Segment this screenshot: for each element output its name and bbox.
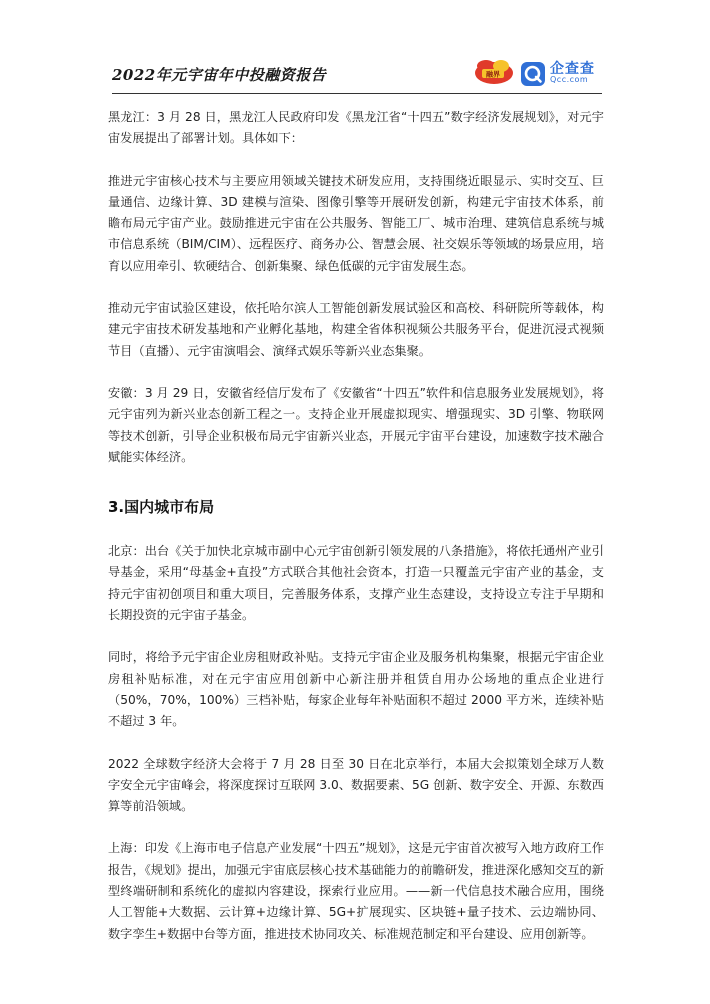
report-title: 2022年元宇宙年中投融资报告 xyxy=(112,66,327,84)
document-body xyxy=(108,107,604,966)
paragraph-heilongjiang-pilot: 推动元宇宙试验区建设，依托哈尔滨人工智能创新发展试验区和高校、科研院所等载体，构建元宇宙技术研发基地和产业孵化基地，构建全省体积视频公共服务平台，促进沉浸式视频节目（直播）、元宇宙演唱会、演绎式娱乐等新兴业态集聚。 xyxy=(108,301,604,358)
qcc-q-icon xyxy=(520,61,546,87)
paragraph-beijing-subsidy: 同时，将给予元宇宙企业房租财政补贴。支持元宇宙企业及服务机构集聚，根据元宇宙企业房租补贴标准，对在元宇宙应用创新中心新注册并租赁自用办公场地的重点企业进行（50%，70%，100%）三档补贴，每家企业每年补贴面积不超过 2000 平方米，连续补贴不超过 3 年。 xyxy=(108,650,604,729)
paragraph-heilongjiang-intro: 黑龙江：3 月 28 日，黑龙江人民政府印发《黑龙江省“十四五”数字经济发展规划》，对元宇宙发展提出了部署计划。具体如下： xyxy=(108,110,604,146)
rongjie-logo-text: 融界 xyxy=(486,70,500,79)
paragraph-shanghai: 上海：印发《上海市电子信息产业发展“十四五”规划》，这是元宇宙首次被写入地方政府工作报告，《规划》提出，加强元宇宙底层核心技术基础能力的前瞻研发，推进深化感知交互的新型终端研制和系统化的虚拟内容建设，探索行业应用。——新一代信息技术融合应用，围绕人工智能+大数据、云计算+边缘计算、5G+扩展现实、区块链+量子技术、云边端协同、数字孪生+数据中台等方面，推进技术协同攻关、标准规范制定和平台建设、应用创新等。 xyxy=(108,841,604,941)
section-heading: 3.国内城市布局 xyxy=(108,498,215,517)
header-divider xyxy=(112,93,602,94)
qcc-logo xyxy=(520,58,606,88)
paragraph-heilongjiang-tech: 推进元宇宙核心技术与主要应用领域关键技术研发应用，支持围绕近眼显示、实时交互、巨量通信、边缘计算、3D 建模与渲染、图像引擎等开展研发创新，构建元宇宙技术体系，前瞻布局元宇宙产业。鼓励推进元宇宙在公共服务、智能工厂、城市治理、建筑信息系统与城市信息系统（BIM/CIM）、远程医疗、商务办公、智慧会展、社交娱乐等领域的场景应用，培育以应用牵引、软硬结合、创新集聚、绿色低碳的元宇宙发展生态。 xyxy=(108,173,604,273)
rongjie-logo-icon xyxy=(474,59,514,85)
paragraph-digital-economy-conference: 2022 全球数字经济大会将于 7 月 28 日至 30 日在北京举行，本届大会拟策划全球万人数字安全元宇宙峰会，将深度探讨互联网 3.0、数据要素、5G 创新、数字安全、开源、东数西算等前沿领域。 xyxy=(108,756,604,814)
rongjie-logo xyxy=(474,59,514,85)
paragraph-anhui: 安徽：3 月 29 日，安徽省经信厅发布了《安徽省“十四五”软件和信息服务业发展规划》，将元宇宙列为新兴业态创新工程之一。支持企业开展虚拟现实、增强现实、3D 引擎、物联网等技术创新，引导企业积极布局元宇宙新兴业态，开展元宇宙平台建设，加速数字技术融合赋能实体经济。 xyxy=(108,385,604,464)
paragraph-beijing: 北京：出台《关于加快北京城市副中心元宇宙创新引领发展的八条措施》，将依托通州产业引导基金，采用“母基金+直投”方式联合其他社会资本，打造一只覆盖元宇宙产业的基金，支持元宇宙初创项目和重大项目，完善服务体系，支撑产业生态建设，支持设立专注于早期和长期投资的元宇宙子基金。 xyxy=(108,544,604,623)
qcc-logo-url: Qcc.com xyxy=(550,75,589,84)
qcc-logo-name: 企查查 xyxy=(550,61,595,77)
page-header xyxy=(112,54,602,94)
